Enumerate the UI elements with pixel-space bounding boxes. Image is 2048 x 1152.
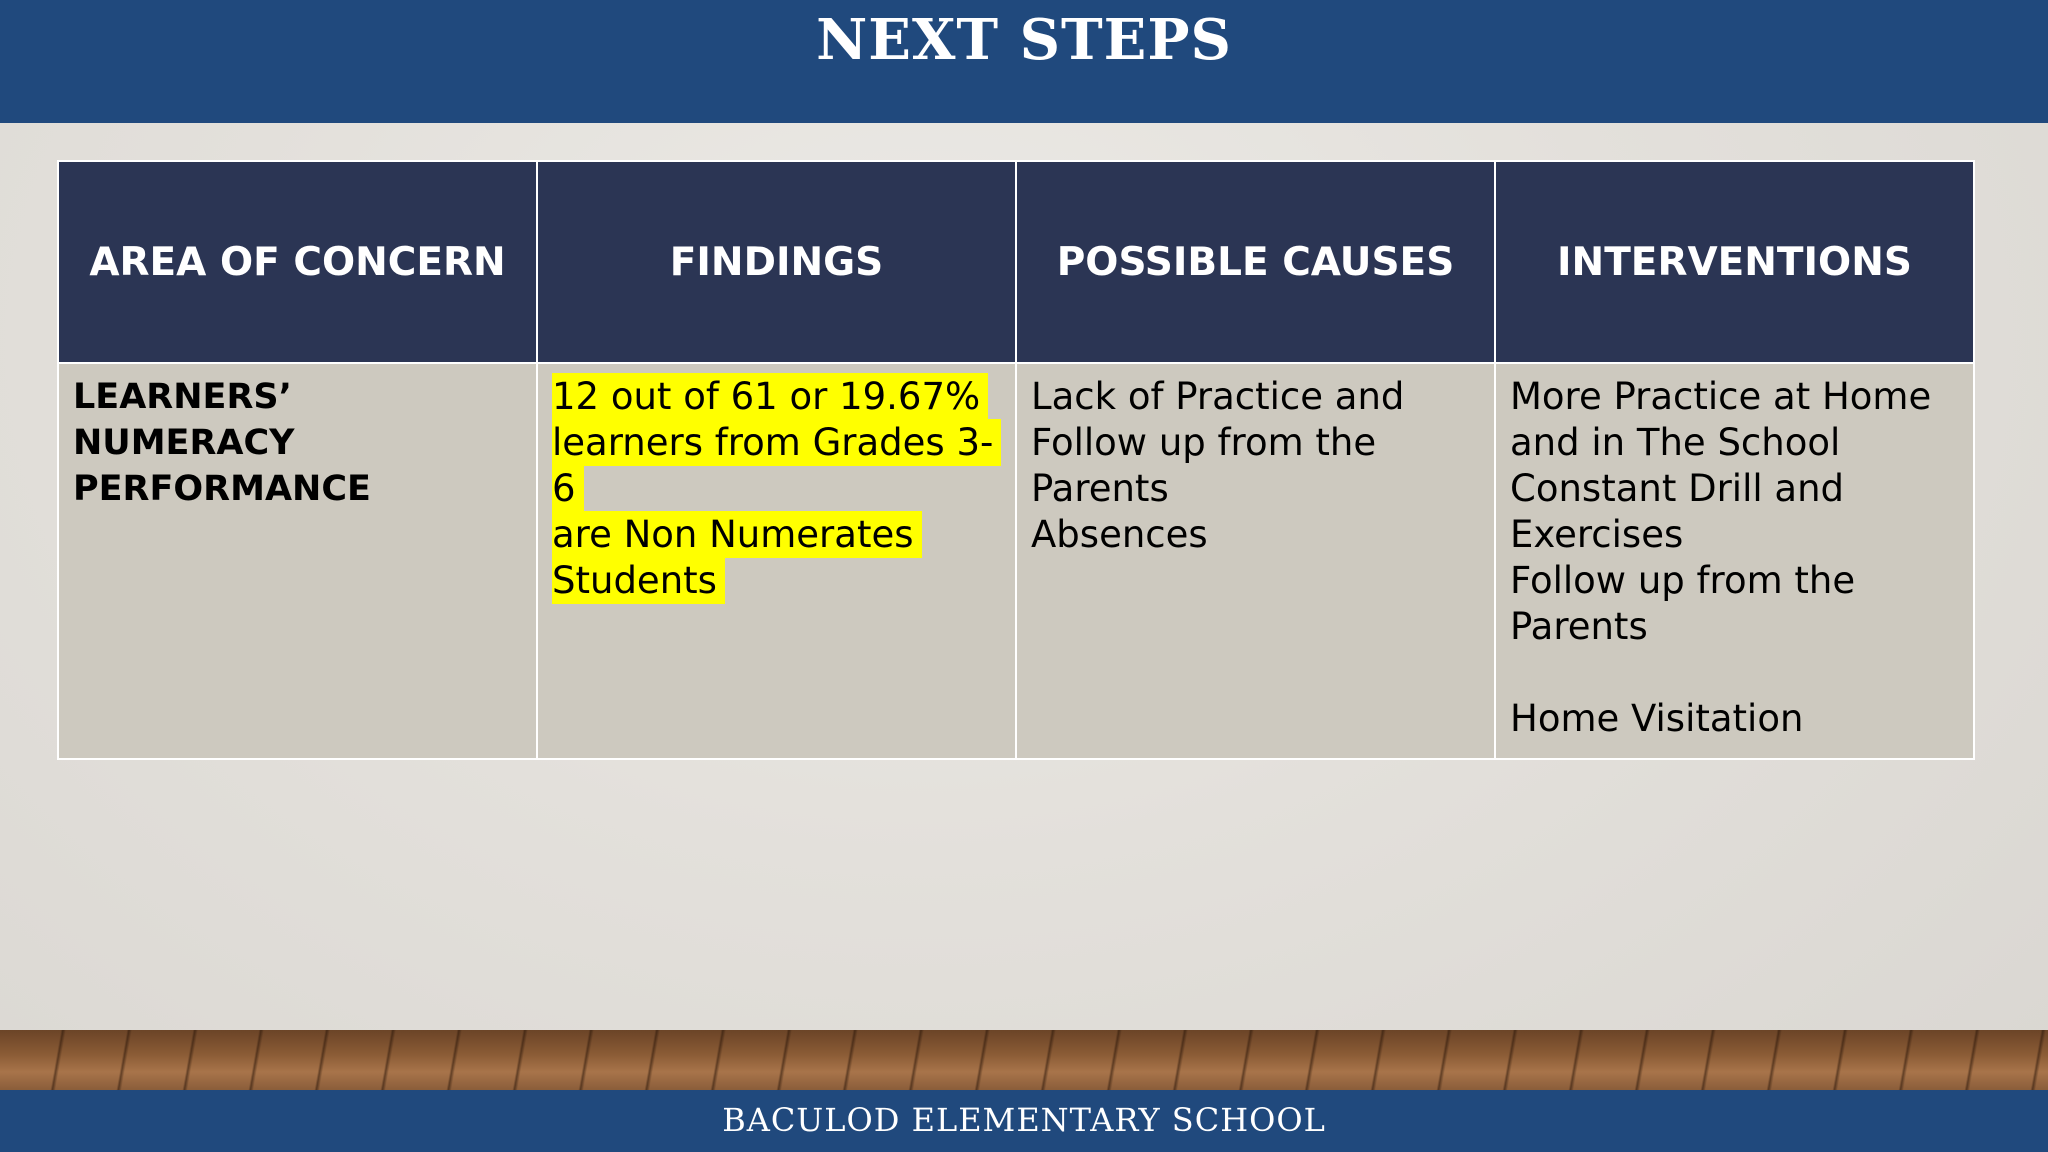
cause-line: Follow up from the	[1031, 421, 1377, 464]
intervention-line: Home Visitation	[1510, 697, 1804, 740]
header-area-of-concern: AREA OF CONCERN	[58, 161, 537, 363]
cell-possible-causes	[1016, 363, 1495, 759]
header-findings: FINDINGS	[537, 161, 1016, 363]
line-spacer	[1510, 650, 1959, 696]
intervention-line: Exercises	[1510, 513, 1684, 556]
footer-school-name: BACULOD ELEMENTARY SCHOOL	[722, 1101, 1326, 1139]
intervention-line: Constant Drill and	[1510, 467, 1845, 510]
area-line: LEARNERS’ NUMERACY	[73, 377, 295, 463]
table-row	[58, 363, 1974, 759]
area-line: PERFORMANCE	[73, 469, 371, 509]
intervention-line: Follow up from the	[1510, 559, 1856, 602]
cause-line: Parents	[1031, 467, 1169, 510]
wood-floor	[0, 1030, 2048, 1090]
intervention-line: and in The School	[1510, 421, 1841, 464]
cell-area-of-concern	[58, 363, 537, 759]
findings-line: 12 out of 61 or 19.67%	[552, 373, 988, 420]
cause-line: Absences	[1031, 513, 1208, 556]
findings-line: are Non Numerates	[552, 511, 922, 558]
intervention-line: Parents	[1510, 605, 1648, 648]
findings-line: Students	[552, 557, 725, 604]
intervention-line: More Practice at Home	[1510, 375, 1932, 418]
cause-line: Lack of Practice and	[1031, 375, 1405, 418]
cell-findings	[537, 363, 1016, 759]
slide-title: NEXT STEPS	[816, 7, 1232, 73]
table-header-row	[58, 161, 1974, 363]
next-steps-table	[57, 160, 1975, 760]
cell-interventions	[1495, 363, 1974, 759]
findings-line: learners from Grades 3-6	[552, 419, 1001, 512]
header-possible-causes: POSSIBLE CAUSES	[1016, 161, 1495, 363]
header-interventions: INTERVENTIONS	[1495, 161, 1974, 363]
